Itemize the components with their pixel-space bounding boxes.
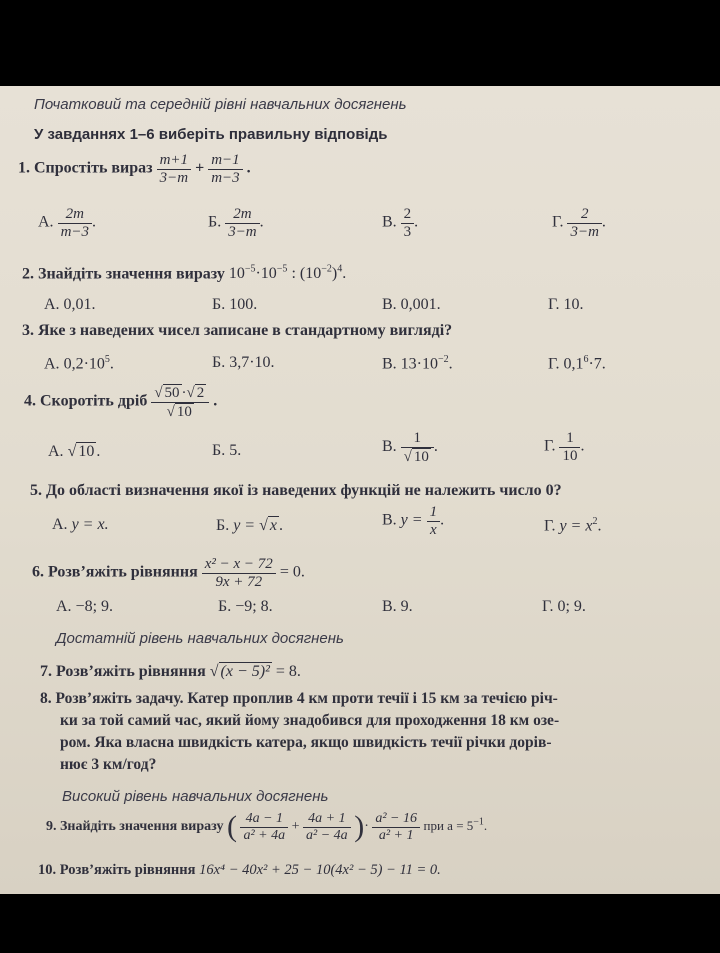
q1-option-d: Г. $\frac{2}{3-m}$ .	[552, 206, 606, 240]
q2-option-b: Б. 100.	[212, 296, 258, 313]
q5-option-a: А. y = x.	[52, 516, 109, 533]
q1-fraction-a	[157, 152, 191, 186]
q1-b-numerator: m−1	[208, 152, 242, 170]
question-4: 4. Скоротіть дріб $\frac{√ 50 \cdot√ 2}{√ 10}$ .	[24, 385, 218, 420]
q3-option-c: В. $13\cdot 10^{-2}$.	[382, 354, 453, 373]
question-7: 7. Розв’яжіть рівняння √ (x − 5)² = 8.	[40, 663, 301, 680]
q3-option-b: Б. 3,7·10.	[212, 354, 275, 371]
option-denominator: m−3	[60, 223, 90, 240]
q4-option-a: А. √ 10 .	[48, 443, 101, 460]
q1-option-a: А. $\frac{2m}{m-3}$ .	[38, 206, 97, 240]
q5-option-b: Б. y = √ x .	[216, 517, 283, 534]
question-2	[22, 264, 346, 283]
q6-fraction: $\frac{\text{x² − x − 72}}{9x + 72}$	[202, 556, 276, 590]
q4-fraction: $\frac{√ 50 \cdot√ 2}{√ 10}$	[151, 384, 209, 420]
q2-option-c: В. 0,001.	[382, 296, 441, 313]
q6-option-b: Б. −9; 8.	[218, 598, 273, 615]
q1-plus: +	[195, 159, 205, 177]
question-3: 3. Яке з наведених чисел записане в стандартному вигляді?	[22, 322, 453, 339]
section-sufficient-title: Достатній рівень навчальних досягнень	[56, 630, 344, 647]
q6-option-a: А. −8; 9.	[56, 598, 114, 615]
q6-option-d: Г. 0; 9.	[542, 598, 586, 615]
q1-a-denominator: 3−m	[159, 169, 189, 186]
q3-option-a: А. $0,2\cdot 10^5$.	[44, 354, 114, 373]
q5-option-c: В. y = $\frac{1}{x}$ .	[382, 504, 445, 538]
q2-option-a: А. 0,01.	[44, 296, 96, 313]
q1-b-denominator: m−3	[211, 169, 240, 186]
q2-option-d: Г. 10.	[548, 296, 584, 313]
question-5: 5. До області визначення якої із наведених функцій не належить число 0?	[30, 482, 562, 499]
question-7-text: 7. Розв’яжіть рівняння	[40, 663, 206, 680]
q2-expression: $10^{-5}\cdot 10^{-5}$ : $(10^{-2})^4$.	[228, 264, 347, 283]
question-9-text: 9. Знайдіть значення виразу	[46, 819, 224, 835]
worksheet-page	[0, 86, 720, 894]
question-1	[18, 152, 251, 186]
option-letter: Б.	[208, 213, 222, 231]
q9-fraction-2: $\frac{4a + 1}{\text{a² − 4a}}$	[303, 811, 351, 843]
q5-option-d: Г. $y = x^2$.	[544, 516, 602, 535]
option-numerator: 2	[401, 206, 415, 224]
question-8	[40, 688, 559, 776]
q4-option-d: Г. $\frac{1}{10}$ .	[544, 430, 585, 464]
q4-option-b: Б. 5.	[212, 442, 242, 459]
question-6-text: 6. Розв’яжіть рівняння	[32, 563, 198, 581]
q8-line-4: нює 3 км/год?	[60, 756, 157, 773]
question-6: 6. Розв’яжіть рівняння $\frac{\text{x² − x − 72}}{9x + 72}$ = 0.	[32, 556, 305, 590]
question-9: 9. Знайдіть значення виразу ( $\frac{4a - 1}{\text{a² + 4a}}$ + $\frac{4a + 1}{\text{a² − 4a}}$ )· $\frac{\text{a² − 16}}{\text{a² + 1}}$ при $a = 5^{-1}$.	[46, 810, 488, 843]
q4-option-c: В. $\frac{1}{√ 10}$ .	[382, 430, 438, 465]
option-numerator: 2m	[225, 206, 259, 224]
q6-option-c: В. 9.	[382, 598, 413, 615]
question-2-text: 2. Знайдіть значення виразу	[22, 265, 225, 283]
section-high-title: Високий рівень навчальних досягнень	[62, 788, 329, 805]
q8-line-1: 8. Розв’яжіть задачу. Катер проплив 4 км проти течії і 15 км за течією річ-	[40, 690, 558, 707]
option-denominator: 3−m	[228, 223, 257, 240]
q3-option-d: Г. $0,1^6\cdot 7$.	[548, 354, 606, 373]
q8-line-2: ки за той самий час, який йому знадобився для проходження 18 км озе-	[60, 712, 560, 729]
option-letter: А.	[38, 213, 54, 231]
q1-option-b: Б. $\frac{2m}{3-m}$ .	[208, 206, 264, 240]
section-initial-title: Початковий та середній рівні навчальних досягнень	[34, 96, 407, 113]
option-numerator: 2	[567, 206, 601, 224]
question-10-text: 10. Розв’яжіть рівняння	[38, 862, 196, 878]
question-1-text: 1. Спростіть вираз	[18, 159, 153, 177]
q8-line-3: ром. Яка власна швидкість катера, якщо швидкість течії річки дорів-	[60, 734, 552, 751]
q9-fraction-3: $\frac{\text{a² − 16}}{\text{a² + 1}}$	[372, 811, 420, 843]
question-10: 10. Розв’яжіть рівняння 16x⁴ − 40x² + 25 − 10(4x² − 5) − 11 = 0.	[38, 862, 441, 878]
q1-fraction-b	[208, 152, 242, 186]
q9-fraction-1: $\frac{4a - 1}{\text{a² + 4a}}$	[240, 811, 288, 843]
option-letter: Г.	[552, 213, 564, 231]
instruction-text: У завданнях 1–6 виберіть правильну відповідь	[34, 126, 388, 143]
option-numerator: 2m	[58, 206, 92, 224]
q1-a-numerator: m+1	[157, 152, 191, 170]
q1-end: .	[246, 159, 251, 177]
q1-option-c: В. $\frac{2}{3}$ .	[382, 206, 419, 240]
option-letter: В.	[382, 213, 397, 231]
option-denominator: 3−m	[570, 223, 599, 240]
option-denominator: 3	[403, 223, 412, 240]
question-4-text: 4. Скоротіть дріб	[24, 392, 148, 410]
